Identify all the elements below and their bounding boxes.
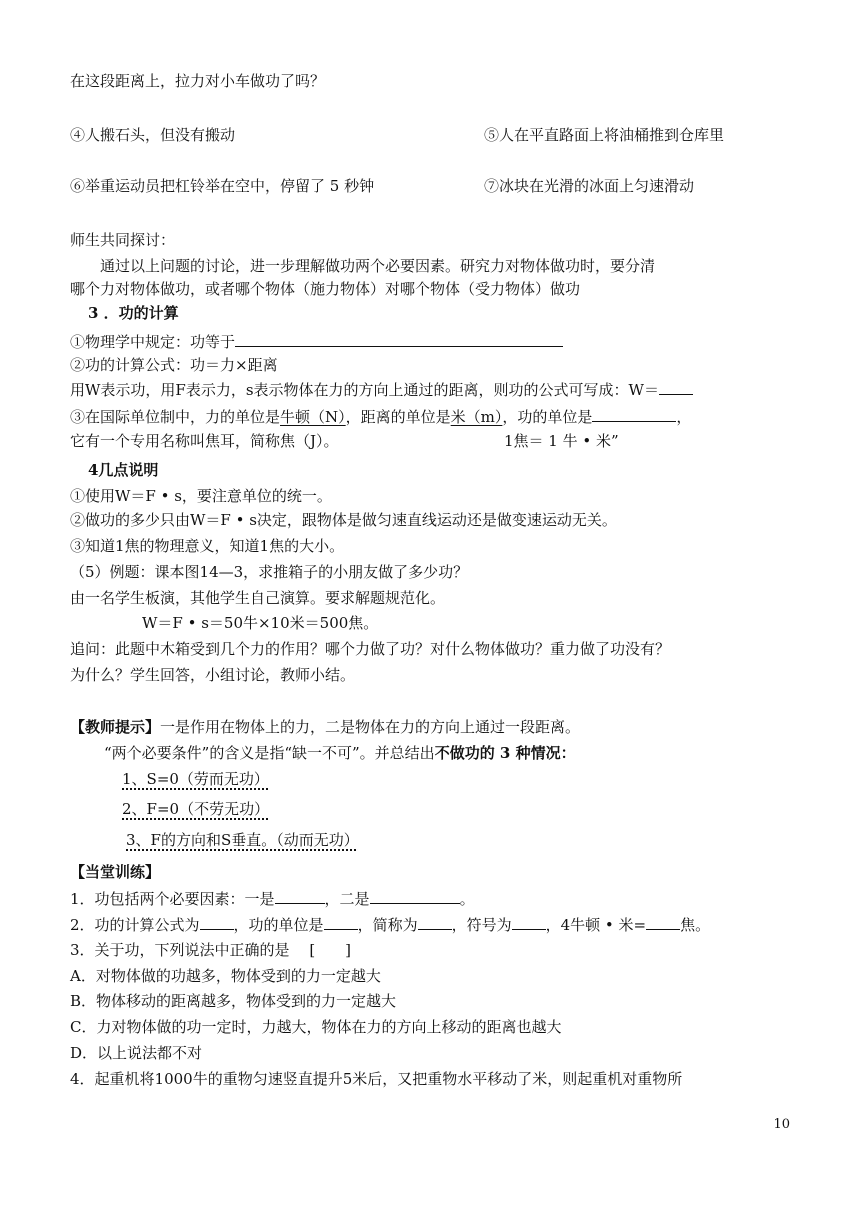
practice-heading: 【当堂训练】 bbox=[70, 863, 161, 881]
calc-units-text: ，功的单位是 bbox=[502, 408, 593, 426]
tip-line-2-text: “两个必要条件”的含义是指“缺一不可”。并总结出 bbox=[104, 744, 435, 762]
notes-heading: 4几点说明 bbox=[88, 461, 159, 479]
q2-text: ，符号为 bbox=[451, 916, 512, 934]
discussion-line-1: 通过以上问题的讨论，进一步理解做功两个必要因素。研究力对物体做功时，要分清 bbox=[100, 257, 656, 275]
answer-blank[interactable] bbox=[275, 887, 325, 904]
case-1: 1、S=0（劳而无功） bbox=[122, 770, 269, 788]
intro-question: 在这段距离上，拉力对小车做功了吗？ bbox=[70, 72, 326, 90]
option-b: B．物体移动的距离越多，物体受到的力一定越大 bbox=[70, 992, 397, 1010]
answer-blank[interactable] bbox=[512, 913, 546, 930]
teacher-tip bbox=[70, 716, 580, 738]
discussion-line-2: 哪个力对物体做功，或者哪个物体（施力物体）对哪个物体（受力物体）做功 bbox=[70, 280, 581, 298]
option-a: A．对物体做的功越多，物体受到的力一定越大 bbox=[70, 967, 381, 985]
note-3: ③知道1焦的物理意义，知道1焦的大小。 bbox=[70, 537, 345, 555]
follow-up-2: 为什么？学生回答，小组讨论，教师小结。 bbox=[70, 666, 356, 684]
unit-force: 牛顿（N） bbox=[280, 408, 346, 426]
calc-units-text: ，距离的单位是 bbox=[345, 408, 451, 426]
follow-up-1: 追问：此题中木箱受到几个力的作用？哪个力做了功？对什么物体做功？重力做了功没有？ bbox=[70, 640, 671, 658]
answer-blank[interactable] bbox=[418, 913, 452, 930]
q1-text: ，二是 bbox=[324, 890, 370, 908]
case-3: 3、F的方向和S垂直。（动而无功） bbox=[126, 831, 359, 849]
joule-equation: 1焦＝ 1 牛 • 米” bbox=[504, 432, 619, 450]
example-6: ⑥举重运动员把杠铃举在空中，停留了 5 秒钟 bbox=[70, 177, 375, 195]
answer-blank[interactable] bbox=[324, 913, 358, 930]
calc-formula-symbol bbox=[70, 378, 693, 401]
calc-rule bbox=[70, 330, 563, 353]
q2-text: 2．功的计算公式为 bbox=[70, 916, 200, 934]
answer-blank[interactable] bbox=[659, 378, 693, 395]
tip-label: 【教师提示】 bbox=[70, 718, 161, 736]
practice-q1 bbox=[70, 887, 475, 910]
example-question: （5）例题：课本图14—3，求推箱子的小朋友做了多少功？ bbox=[70, 563, 469, 581]
example-4: ④人搬石头，但没有搬动 bbox=[70, 126, 236, 144]
note-1: ①使用W＝F • s，要注意单位的统一。 bbox=[70, 487, 332, 505]
q1-text: 。 bbox=[459, 890, 475, 908]
answer-blank[interactable] bbox=[370, 887, 460, 904]
example-7: ⑦冰块在光滑的冰面上匀速滑动 bbox=[484, 177, 695, 195]
answer-blank[interactable] bbox=[646, 913, 680, 930]
answer-blank[interactable] bbox=[592, 405, 676, 422]
calc-units bbox=[70, 405, 691, 428]
practice-q4: 4．起重机将1000牛的重物匀速竖直提升5米后，又把重物水平移动了米，则起重机对重物所 bbox=[70, 1070, 683, 1088]
case-2: 2、F=0（不劳无功） bbox=[122, 800, 270, 818]
tip-line-2-bold: 不做功的 3 种情况： bbox=[434, 744, 576, 762]
discussion-heading: 师生共同探讨： bbox=[70, 231, 176, 249]
practice-q2 bbox=[70, 913, 710, 936]
q2-text: 焦。 bbox=[680, 916, 711, 934]
calc-formula-word: ②功的计算公式：功＝力×距离 bbox=[70, 356, 278, 374]
calc-formula-symbol-text: 用W表示功，用F表示力，s表示物体在力的方向上通过的距离，则功的公式可写成：W＝ bbox=[70, 381, 659, 399]
example-method: 由一名学生板演，其他学生自己演算。要求解题规范化。 bbox=[70, 589, 446, 607]
calc-units-text: ， bbox=[676, 408, 692, 426]
calc-units-text: ③在国际单位制中，力的单位是 bbox=[70, 408, 281, 426]
q2-text: ，4牛顿 • 米= bbox=[545, 916, 647, 934]
note-2: ②做功的多少只由W＝F • s决定，跟物体是做匀速直线运动还是做变速运动无关。 bbox=[70, 511, 617, 529]
joule-definition: 它有一个专用名称叫焦耳，简称焦（J）。 bbox=[70, 432, 339, 450]
practice-q3: 3．关于功，下列说法中正确的是 [ ] bbox=[70, 941, 352, 959]
option-c: C．力对物体做的功一定时，力越大，物体在力的方向上移动的距离也越大 bbox=[70, 1018, 562, 1036]
option-d: D．以上说法都不对 bbox=[70, 1044, 203, 1062]
tip-line-2 bbox=[104, 742, 576, 764]
example-solution: W＝F • s＝50牛×10米＝500焦。 bbox=[142, 614, 379, 632]
tip-text: 一是作用在物体上的力，二是物体在力的方向上通过一段距离。 bbox=[160, 718, 581, 736]
page-number: 10 bbox=[773, 1117, 790, 1132]
calc-heading: 3 ．功的计算 bbox=[88, 304, 179, 322]
unit-distance: 米（m） bbox=[450, 408, 503, 426]
answer-blank[interactable] bbox=[235, 330, 563, 347]
answer-blank[interactable] bbox=[200, 913, 234, 930]
calc-rule-text: ①物理学中规定：功等于 bbox=[70, 333, 236, 351]
q2-text: ，功的单位是 bbox=[233, 916, 324, 934]
q1-text: 1．功包括两个必要因素：一是 bbox=[70, 890, 275, 908]
q2-text: ，简称为 bbox=[357, 916, 418, 934]
example-5: ⑤人在平直路面上将油桶推到仓库里 bbox=[484, 126, 725, 144]
